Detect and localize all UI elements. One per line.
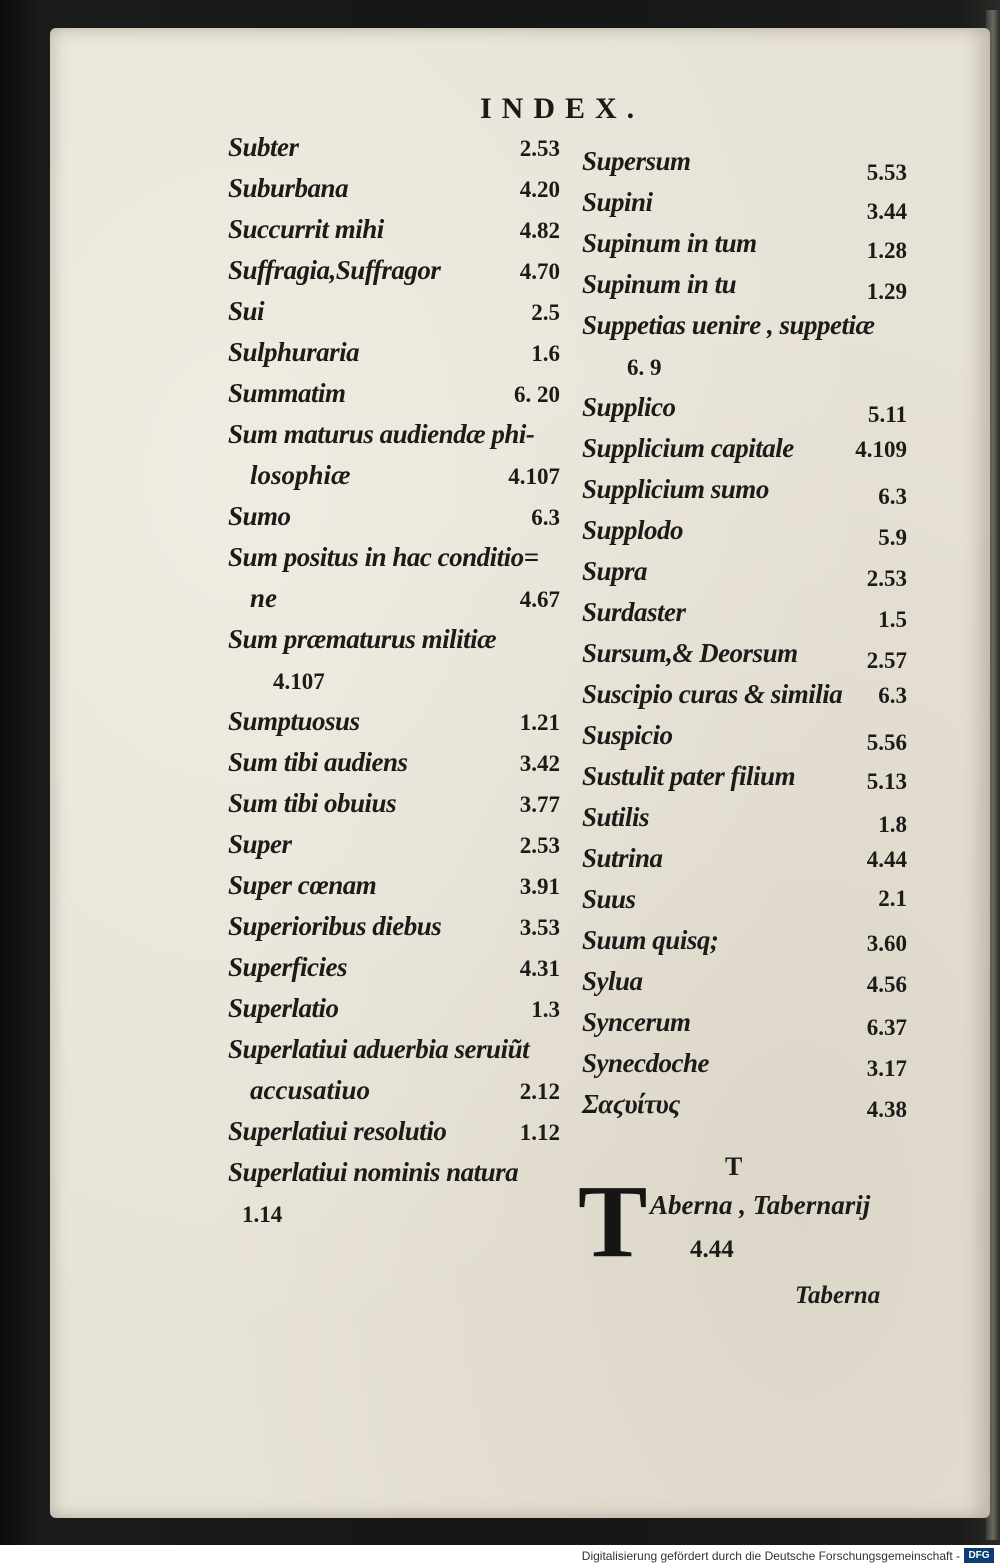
section-t-entry: Aberna , Tabernarij	[650, 1190, 871, 1220]
entry-ref: 1.21	[519, 710, 560, 735]
index-entry	[582, 925, 907, 966]
entry-term: Supra	[582, 556, 648, 586]
entry-ref: 6. 20	[514, 382, 560, 407]
entry-term: Sum tibi audiens	[228, 747, 408, 777]
entry-ref: 4.109	[855, 437, 907, 462]
index-entry	[582, 515, 907, 556]
dfg-logo: DFG	[964, 1548, 994, 1563]
entry-term: Supplico	[582, 392, 676, 422]
index-entry	[228, 624, 560, 706]
entry-term: Sum præmaturus militiæ	[228, 624, 497, 654]
entry-term: Sylua	[582, 966, 643, 996]
index-entry	[228, 132, 560, 173]
entry-term: Sum maturus audiendæ phi-	[228, 419, 535, 449]
index-entry	[582, 720, 907, 761]
entry-ref: 4.67	[519, 587, 560, 612]
index-entry	[228, 706, 560, 747]
entry-term: Σαϛυίτυς	[582, 1089, 680, 1119]
entry-ref: 1.3	[531, 997, 560, 1022]
entry-term: Supersum	[582, 146, 691, 176]
entry-term: Synecdoche	[582, 1048, 709, 1078]
index-entry	[228, 1034, 560, 1116]
entry-ref: 4.70	[519, 259, 560, 284]
index-entry	[228, 829, 560, 870]
entry-term: Supinum in tu	[582, 269, 737, 299]
entry-ref: 5.13	[866, 769, 907, 794]
entry-ref: 5.53	[866, 160, 907, 185]
entry-ref: 6.37	[866, 1015, 907, 1040]
entry-term: Succurrit mihi	[228, 214, 384, 244]
page-header: INDEX.	[480, 92, 645, 125]
index-entry	[582, 1089, 907, 1130]
index-column-left	[228, 132, 560, 1239]
index-entry	[228, 337, 560, 378]
entry-term: Superioribus diebus	[228, 911, 442, 941]
entry-ref: 1.29	[866, 279, 907, 304]
entry-ref: 6.3	[531, 505, 560, 530]
entry-ref: 4.44	[866, 847, 907, 872]
entry-ref: 6.3	[878, 683, 907, 708]
entry-ref: 5.9	[878, 525, 907, 550]
entry-ref: 1.28	[866, 238, 907, 263]
index-entry	[228, 542, 560, 624]
entry-term: Super	[228, 829, 292, 859]
index-entry	[582, 802, 907, 843]
entry-ref: 2.53	[519, 833, 560, 858]
index-entry	[228, 1116, 560, 1157]
index-entry	[582, 433, 907, 474]
index-entry	[582, 843, 907, 884]
entry-term: Suburbana	[228, 173, 349, 203]
entry-term: Supplicium capitale	[582, 433, 794, 463]
entry-term: Sutrina	[582, 843, 663, 873]
entry-term: Superlatio	[228, 993, 339, 1023]
entry-term: Surdaster	[582, 597, 686, 627]
entry-continuation: ne	[250, 583, 277, 613]
index-entry	[582, 966, 907, 1007]
index-entry	[228, 214, 560, 255]
entry-ref: 1.5	[878, 607, 907, 632]
entry-ref: 3.44	[866, 199, 907, 224]
entry-ref: 3.42	[519, 751, 560, 776]
entry-ref: 3.53	[519, 915, 560, 940]
index-entry	[228, 993, 560, 1034]
index-entry	[228, 911, 560, 952]
entry-continuation: accusatiuo	[250, 1075, 371, 1105]
index-entry	[582, 474, 907, 515]
index-column-right	[582, 146, 907, 1130]
entry-term: Supinum in tum	[582, 228, 757, 258]
entry-term: Supplodo	[582, 515, 684, 545]
entry-ref: 5.11	[868, 402, 907, 427]
entry-term: Summatim	[228, 378, 346, 408]
entry-ref: 3.91	[519, 874, 560, 899]
entry-ref: 2.12	[519, 1079, 560, 1104]
index-entry	[228, 747, 560, 788]
index-entry	[582, 1007, 907, 1048]
entry-ref: 4.107	[273, 669, 325, 694]
entry-term: Supini	[582, 187, 653, 217]
index-entry	[582, 761, 907, 802]
index-entry	[582, 187, 907, 228]
entry-term: Sumo	[228, 501, 291, 531]
entry-term: Suscipio curas & similia	[582, 679, 843, 709]
entry-ref: 2.1	[878, 886, 907, 911]
entry-ref: 6. 9	[627, 355, 662, 380]
entry-term: Suffragia,Suffragor	[228, 255, 441, 285]
entry-ref: 1.6	[531, 341, 560, 366]
index-entry	[228, 173, 560, 214]
entry-ref: 1.12	[519, 1120, 560, 1145]
footer-credit: Digitalisierung gefördert durch die Deutsche Forschungsgemeinschaft -	[581, 1549, 960, 1563]
entry-term: Sumptuosus	[228, 706, 360, 736]
index-entry	[582, 638, 907, 679]
index-entry	[228, 870, 560, 911]
index-entry	[582, 228, 907, 269]
index-entry	[582, 679, 907, 720]
entry-term: Sutilis	[582, 802, 650, 832]
entry-term: Subter	[228, 132, 299, 162]
entry-term: Sum tibi obuius	[228, 788, 397, 818]
index-entry	[582, 597, 907, 638]
index-entry	[228, 788, 560, 829]
digitization-footer	[0, 1545, 1000, 1567]
index-entry	[582, 556, 907, 597]
entry-ref: 2.53	[519, 136, 560, 161]
index-entry	[228, 501, 560, 542]
entry-term: Superlatiui aduerbia seruiũt	[228, 1034, 530, 1064]
entry-ref: 4.38	[866, 1097, 907, 1122]
entry-ref: 2.57	[866, 648, 907, 673]
entry-term: Suppetias uenire , suppetiæ	[582, 310, 875, 340]
entry-ref: 2.5	[531, 300, 560, 325]
section-t-entry-ref: 4.44	[690, 1236, 734, 1263]
entry-term: Superlatiui resolutio	[228, 1116, 447, 1146]
entry-ref: 3.60	[866, 931, 907, 956]
entry-term: Superlatiui nominis natura	[228, 1157, 519, 1187]
index-entry	[228, 378, 560, 419]
entry-term: Superficies	[228, 952, 347, 982]
entry-ref: 4.56	[866, 972, 907, 997]
drop-cap: T	[578, 1164, 648, 1279]
entry-term: Sustulit pater filium	[582, 761, 796, 791]
entry-ref: 4.82	[519, 218, 560, 243]
entry-term: Syncerum	[582, 1007, 691, 1037]
entry-term: Supplicium sumo	[582, 474, 769, 504]
entry-term: Sum positus in hac conditio=	[228, 542, 539, 572]
entry-ref: 4.20	[519, 177, 560, 202]
index-entry	[228, 255, 560, 296]
entry-term: Suus	[582, 884, 636, 914]
entry-ref: 1.14	[242, 1202, 283, 1227]
index-entry	[228, 1157, 560, 1239]
index-entry	[582, 146, 907, 187]
index-entry	[582, 884, 907, 925]
index-entry	[582, 310, 907, 392]
entry-continuation: losophiæ	[250, 460, 351, 490]
section-letter: T	[725, 1152, 743, 1181]
index-entry	[228, 296, 560, 337]
index-entry	[228, 419, 560, 501]
index-entry	[582, 269, 907, 310]
entry-term: Suum quisq;	[582, 925, 719, 955]
entry-ref: 4.31	[519, 956, 560, 981]
index-entry	[582, 1048, 907, 1089]
entry-ref: 2.53	[866, 566, 907, 591]
entry-ref: 3.17	[866, 1056, 907, 1081]
entry-ref: 4.107	[508, 464, 560, 489]
entry-ref: 3.77	[519, 792, 560, 817]
entry-ref: 6.3	[878, 484, 907, 509]
entry-term: Sursum,& Deorsum	[582, 638, 798, 668]
catchword: Taberna	[795, 1282, 881, 1309]
entry-term: Suspicio	[582, 720, 673, 750]
entry-ref: 5.56	[866, 730, 907, 755]
index-entry	[582, 392, 907, 433]
entry-term: Sulphuraria	[228, 337, 360, 367]
entry-term: Super cœnam	[228, 870, 377, 900]
entry-term: Sui	[228, 296, 265, 326]
index-entry	[228, 952, 560, 993]
entry-ref: 1.8	[878, 812, 907, 837]
